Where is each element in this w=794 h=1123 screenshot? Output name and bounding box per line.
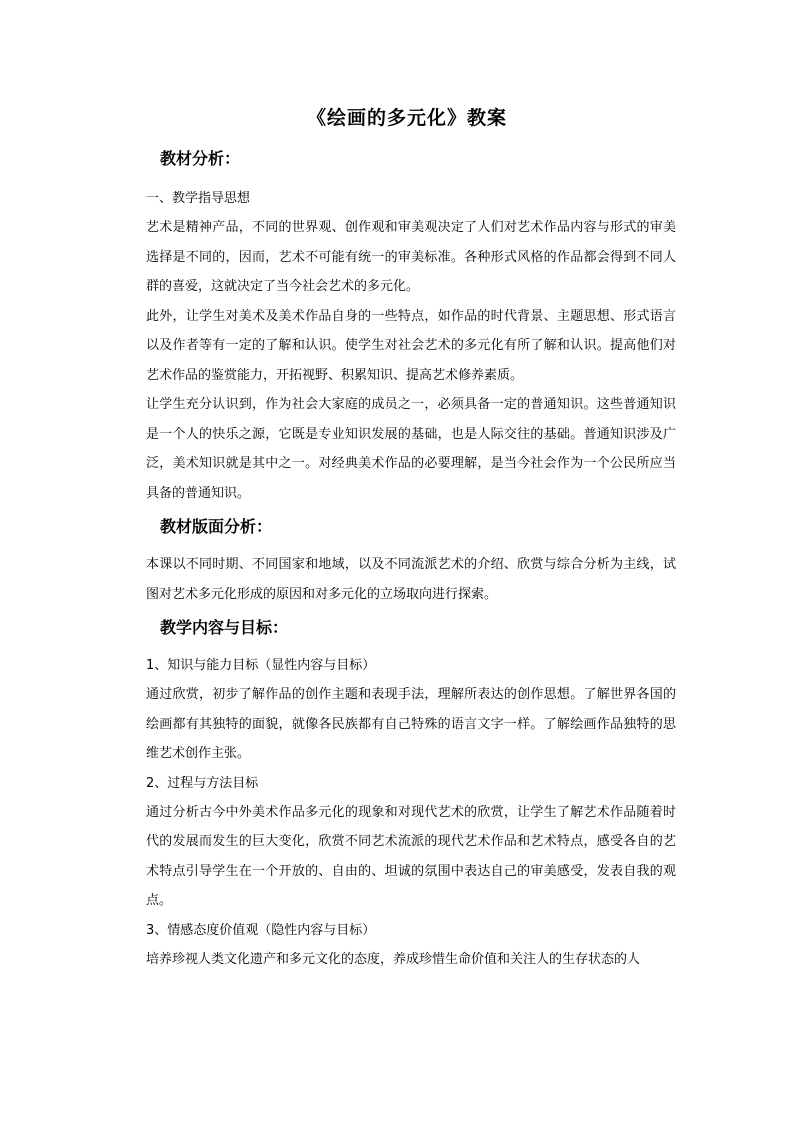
paragraph-text: 通过欣赏，初步了解作品的创作主题和表现手法，理解所表达的创作思想。了解世界各国的绘画都有其独特的面貌，就像各民族都有自己特殊的语言文字一样。了解绘画作品独特的思维艺术创作主张。 bbox=[146, 687, 676, 761]
goal-label-2: 2、过程与方法目标 bbox=[146, 775, 259, 791]
page-title: 《绘画的多元化》教案 bbox=[306, 107, 507, 129]
subheading-teaching-philosophy: 一、教学指导思想 bbox=[146, 191, 251, 206]
goal-text-3 bbox=[146, 945, 676, 975]
paragraph-text: 艺术是精神产品，不同的世界观、创作观和审美观决定了人们对艺术作品内容与形式的审美选择是不同的，因而，艺术不可能有统一的审美标准。各种形式风格的作品都会得到不同人群的喜爱，这就决定了当今社会艺术的多元化。 bbox=[146, 220, 676, 294]
paragraph-text: 本课以不同时期、不同国家和地域，以及不同流派艺术的介绍、欣赏与综合分析为主线，试图对艺术多元化形成的原因和对多元化的立场取向进行探索。 bbox=[146, 557, 676, 602]
paragraph-text: 通过分析古今中外美术作品多元化的现象和对现代艺术的欣赏，让学生了解艺术作品随着时代的发展而发生的巨大变化，欣赏不同艺术流派的现代艺术作品和艺术特点，感受各自的艺术特点引导学生在一个开放的、自由的、坦诚的氛围中表达自己的审美感受，发表自我的观点。 bbox=[146, 804, 676, 908]
document-body bbox=[146, 146, 676, 974]
goal-label-3: 3、情感态度价值观（隐性内容与目标） bbox=[146, 922, 376, 938]
section-heading-analysis: 教材分析： bbox=[160, 149, 241, 168]
goal-text-2 bbox=[146, 798, 676, 916]
section-heading-goals: 教学内容与目标： bbox=[160, 618, 289, 637]
paragraph-text: 培养珍视人类文化遗产和多元文化的态度，养成珍惜生命价值和关注人的生存状态的人 bbox=[146, 951, 641, 967]
paragraph-text: 让学生充分认识到，作为社会大家庭的成员之一，必须具备一定的普通知识。这些普通知识是一个人的快乐之源，它既是专业知识发展的基础，也是人际交往的基础。普通知识涉及广泛，美术知识就是其中之一。对经典美术作品的必要理解，是当今社会作为一个公民所应当具备的普通知识。 bbox=[146, 397, 676, 501]
paragraph-layout bbox=[146, 550, 676, 609]
paragraph-analysis-1 bbox=[146, 213, 676, 302]
goal-text-1 bbox=[146, 680, 676, 769]
section-heading-layout: 教材版面分析： bbox=[160, 517, 273, 536]
goal-label-1: 1、知识与能力目标（显性内容与目标） bbox=[146, 658, 376, 673]
paragraph-text: 此外，让学生对美术及美术作品自身的一些特点，如作品的时代背景、主题思想、形式语言以及作者等有一定的了解和认识。使学生对社会艺术的多元化有所了解和认识。提高他们对艺术作品的鉴赏能力，开拓视野、积累知识、提高艺术修养素质。 bbox=[146, 308, 676, 383]
paragraph-analysis-2 bbox=[146, 302, 676, 391]
paragraph-analysis-3 bbox=[146, 390, 676, 508]
